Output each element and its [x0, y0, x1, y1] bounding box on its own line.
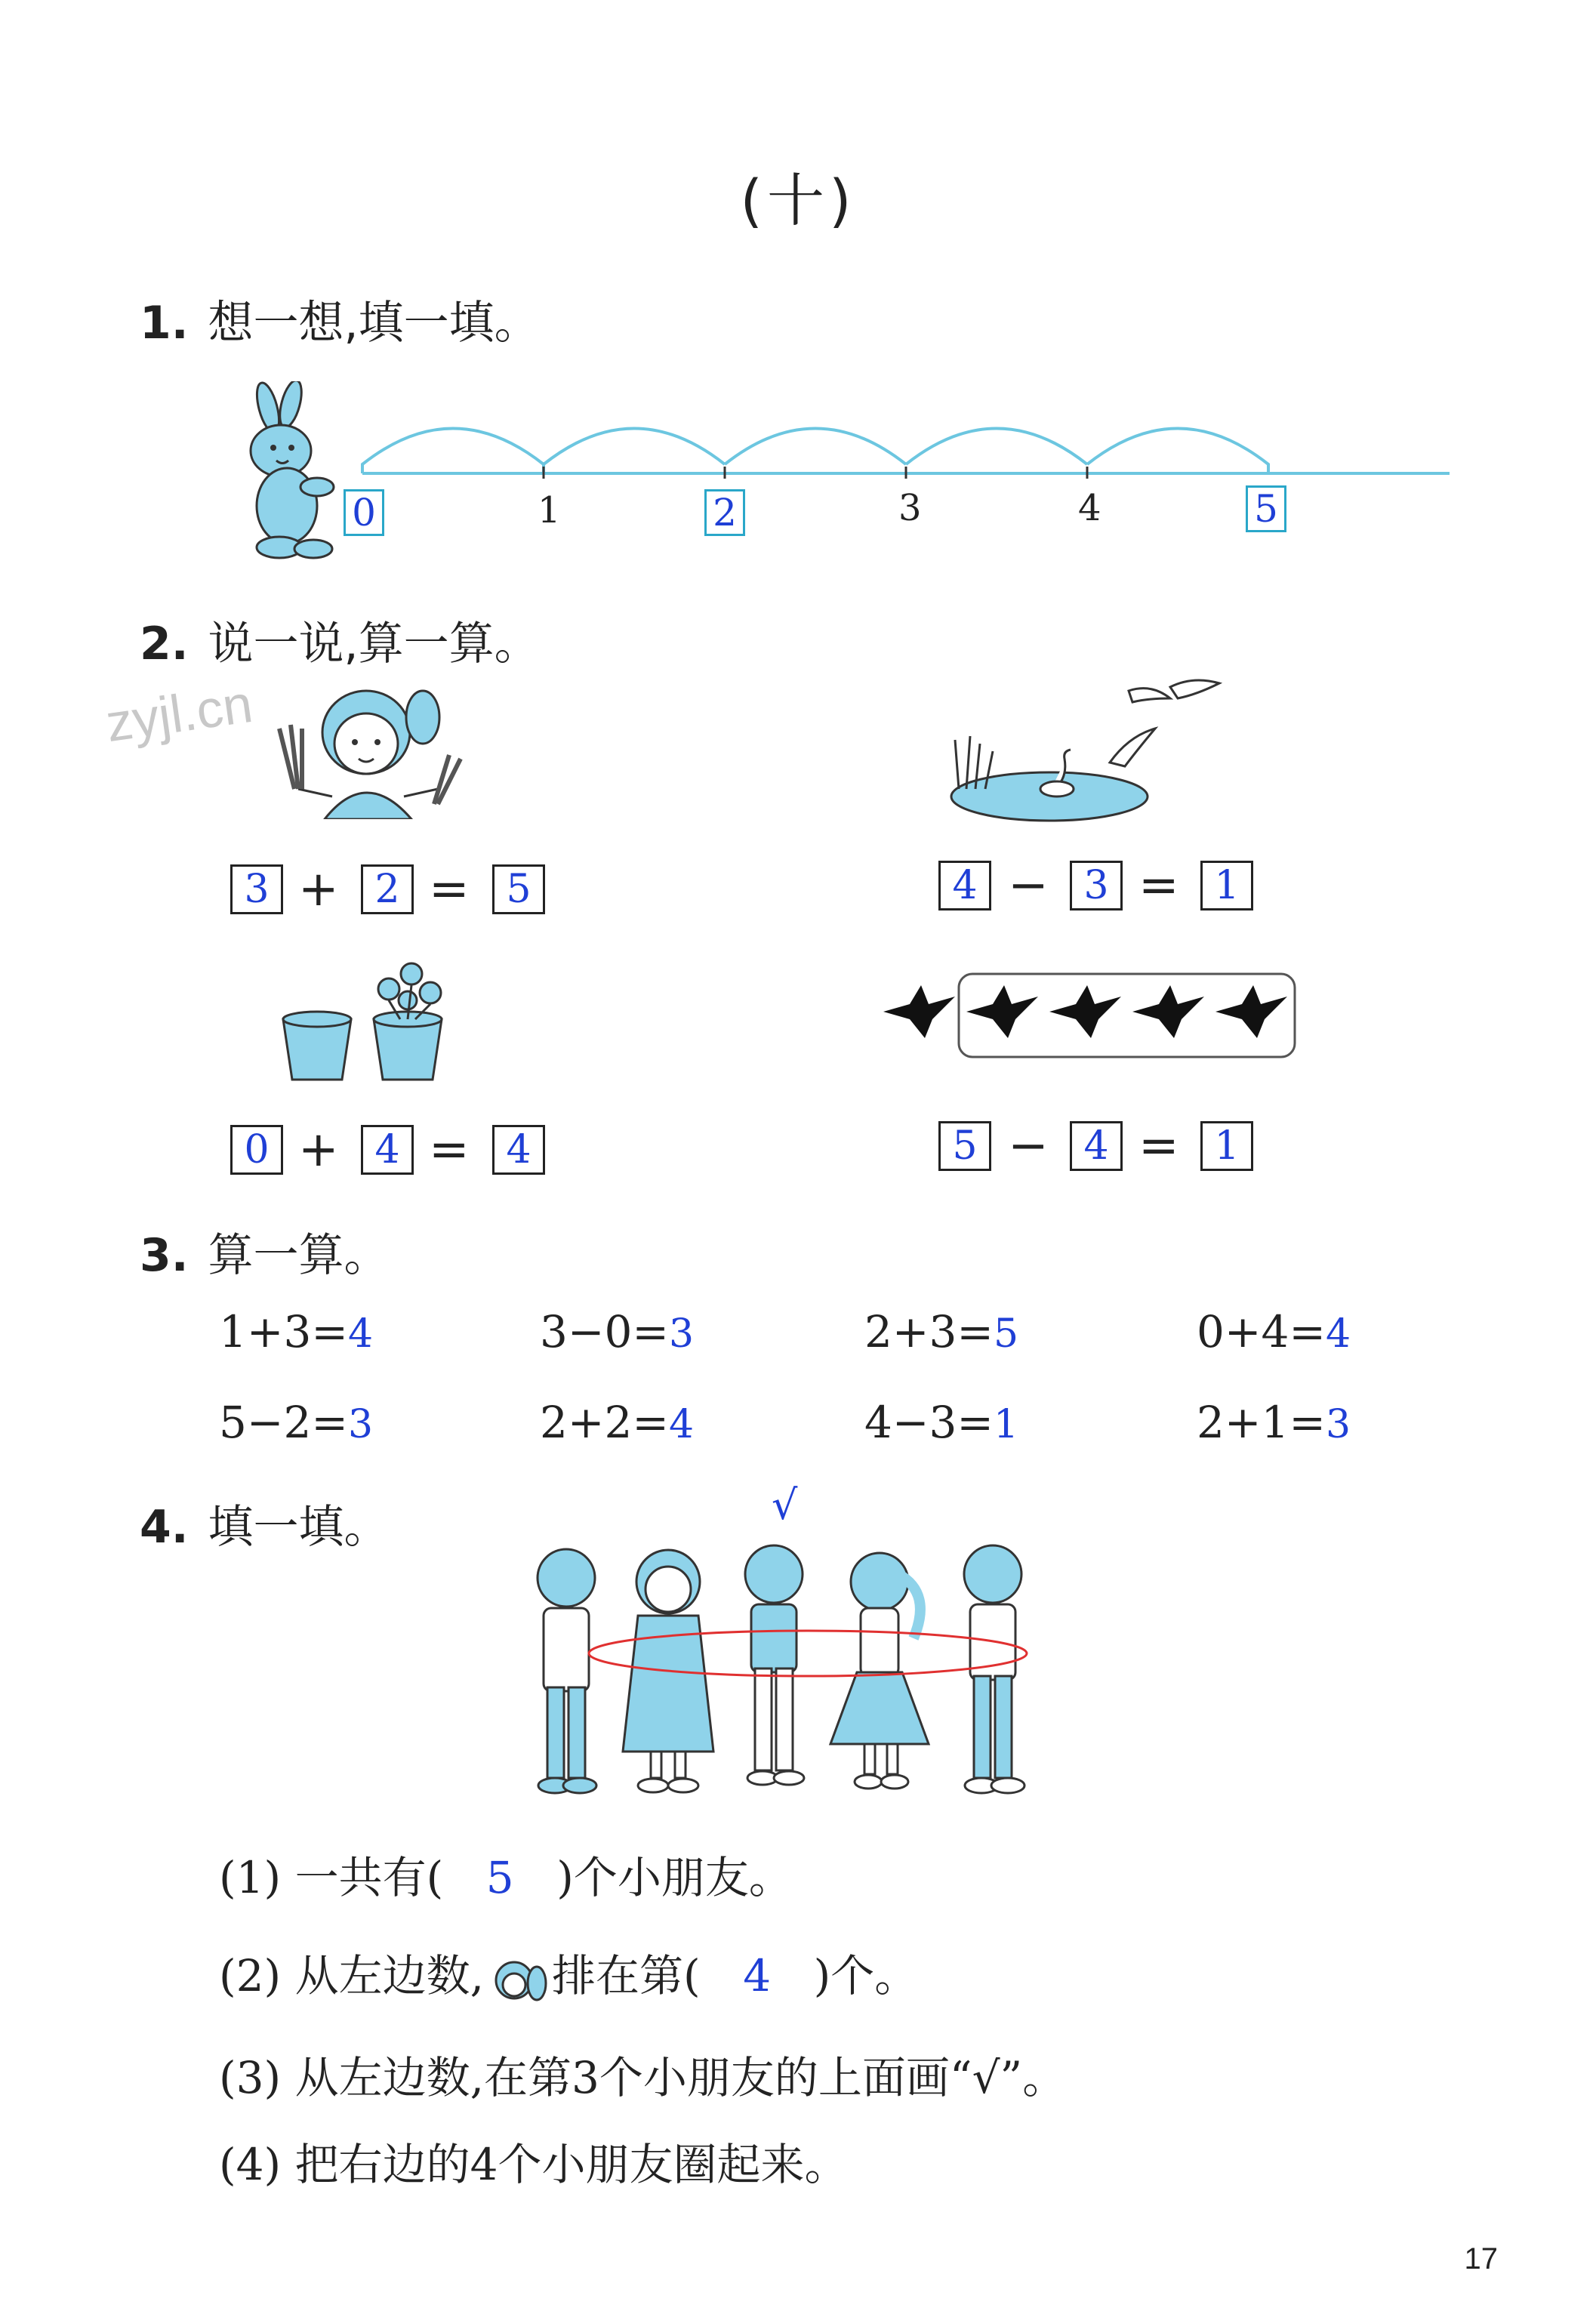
- q4-sub2-answer: 4: [743, 1950, 772, 2001]
- q1-number: 1.: [140, 297, 189, 350]
- q3-answer: 4: [348, 1311, 374, 1357]
- q3-item: 3−0=3: [540, 1306, 695, 1357]
- q4-text: 填一填。: [208, 1501, 390, 1554]
- girl-with-pencils-illustration: [260, 683, 479, 819]
- q4-sub2: (2) 从左边数, 排在第( 4 )个。: [219, 1940, 918, 2006]
- number-line: [355, 400, 1457, 491]
- q3-item: 2+3=5: [864, 1306, 1019, 1357]
- q3-answer: 3: [1326, 1402, 1351, 1447]
- page-title: (十): [740, 167, 856, 234]
- q3-item: 4−3=1: [864, 1397, 1019, 1448]
- child-1: [538, 1549, 596, 1793]
- eq2-operator: −: [1008, 858, 1049, 914]
- q3-item: 2+2=4: [540, 1397, 695, 1448]
- q2-text: 说一说,算一算。: [208, 618, 540, 670]
- q4-heading: [140, 1491, 390, 1556]
- eq4-operator: −: [1008, 1118, 1049, 1174]
- q1-heading: [140, 287, 540, 352]
- q3-item: 2+1=3: [1197, 1397, 1351, 1448]
- eq4-equals: =: [1138, 1118, 1179, 1174]
- eq4-box-a: 5: [938, 1121, 991, 1171]
- girl-face-icon: [484, 1953, 552, 2006]
- eq1-box-c: 5: [492, 864, 545, 914]
- eq1-operator: +: [298, 861, 339, 917]
- q4-sub3: (3) 从左边数,在第3个小朋友的上面画“√”。: [219, 2052, 1067, 2103]
- q2-heading: [140, 608, 540, 673]
- number-line-label-4: 4: [1078, 487, 1101, 529]
- q3-answer: 4: [669, 1402, 695, 1447]
- eq1-box-b: 2: [361, 864, 414, 914]
- number-line-label-1: 1: [538, 489, 561, 532]
- eq3-box-a: 0: [230, 1125, 283, 1175]
- page-number: 17: [1464, 2242, 1498, 2275]
- q4-number: 4.: [140, 1501, 189, 1554]
- q1-text: 想一想,填一填。: [208, 297, 540, 350]
- rabbit-illustration: [226, 381, 347, 562]
- q3-answer: 3: [669, 1311, 695, 1357]
- q3-text: 算一算。: [208, 1229, 390, 1282]
- number-line-label-3: 3: [898, 487, 922, 529]
- q3-answer: 4: [1326, 1311, 1351, 1357]
- children-illustration: [521, 1533, 1080, 1804]
- q3-answer: 3: [348, 1402, 374, 1447]
- eq1-equals: =: [429, 861, 470, 917]
- eq1-box-a: 3: [230, 864, 283, 914]
- eq4-box-b: 4: [1070, 1121, 1123, 1171]
- q3-answer: 1: [994, 1402, 1019, 1447]
- eq3-box-c: 4: [492, 1125, 545, 1175]
- eq2-box-b: 3: [1070, 861, 1123, 911]
- eq2-box-c: 1: [1200, 861, 1253, 911]
- pond-with-geese-illustration: [944, 668, 1231, 827]
- eq3-box-b: 4: [361, 1125, 414, 1175]
- number-line-box-2: 2: [704, 489, 745, 536]
- eq3-equals: =: [429, 1122, 470, 1178]
- q3-heading: [140, 1219, 390, 1284]
- q4-sub4: (4) 把右边的4个小朋友圈起来。: [219, 2139, 849, 2190]
- q3-number: 3.: [140, 1229, 189, 1282]
- q3-item: 0+4=4: [1197, 1306, 1351, 1357]
- number-line-box-5: 5: [1246, 485, 1286, 532]
- eq3-operator: +: [298, 1122, 339, 1178]
- eq4-box-c: 1: [1200, 1121, 1253, 1171]
- q4-sub1: (1) 一共有( 5 )个小朋友。: [219, 1852, 793, 1903]
- flower-pots-illustration: [276, 955, 464, 1083]
- watermark: zyjl.cn: [102, 673, 256, 753]
- q4-sub1-answer: 5: [485, 1852, 514, 1903]
- check-mark: √: [772, 1481, 798, 1529]
- eq2-equals: =: [1138, 858, 1179, 914]
- q3-answer: 5: [994, 1311, 1019, 1357]
- birds-illustration: [880, 966, 1302, 1065]
- q2-number: 2.: [140, 618, 189, 670]
- q3-item: 1+3=4: [219, 1306, 374, 1357]
- q3-item: 5−2=3: [219, 1397, 374, 1448]
- number-line-box-0: 0: [344, 489, 384, 536]
- eq2-box-a: 4: [938, 861, 991, 911]
